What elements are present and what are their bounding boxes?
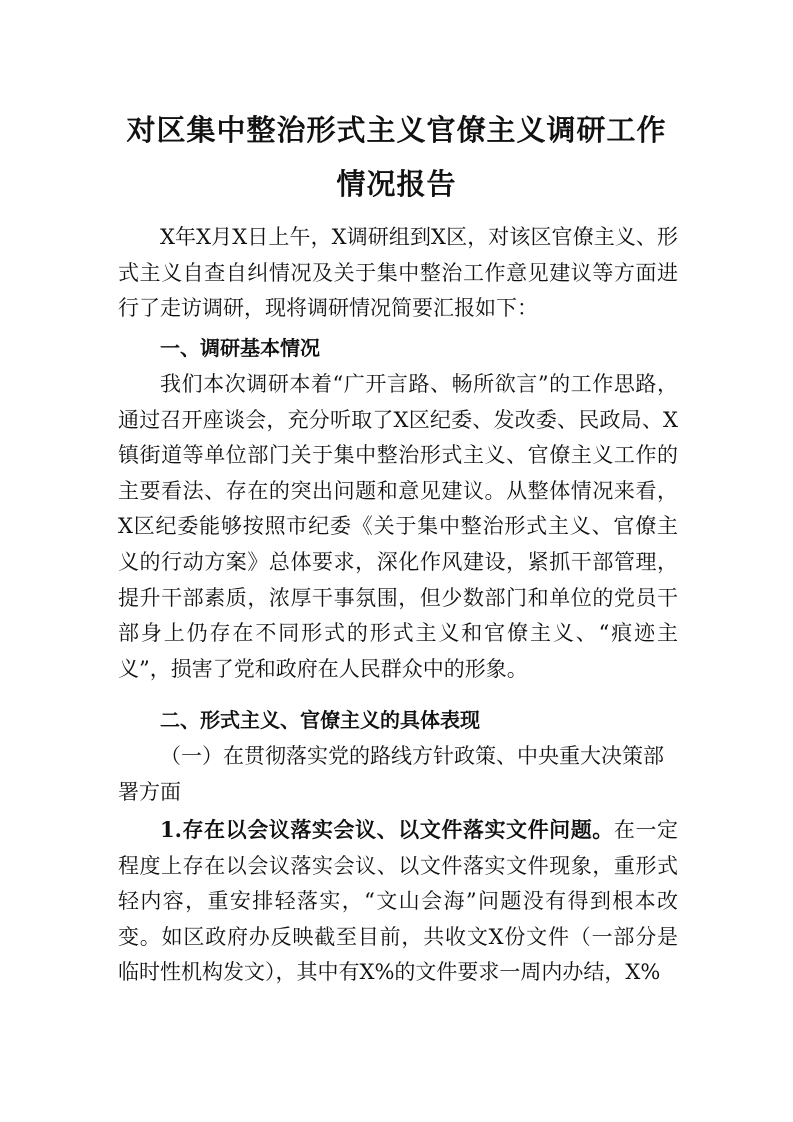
subsection1-heading: （一）在贯彻落实党的路线方针政策、中央重大决策部署方面: [118, 744, 664, 804]
section1-paragraph: 我们本次调研本着“广开言路、畅所欲言”的工作思路，通过召开座谈会，充分听取了X区纪委、发改委、民政局、X镇街道等单位部门关于集中整治形式主义、官僚主义工作的主要看法、存在的突出问题和意见建议。从整体情况来看，X区纪委能够按照市纪委《关于集中整治形式主义、官僚主义的行动方案》总体要求，深化作风建设，紧抓干部管理，提升干部素质，浓厚干事氛围，但少数部门和单位的党员干部身上仍存在不同形式的形式主义和官僚主义、“痕迹主义”，损害了党和政府在人民群众中的形象。: [118, 372, 678, 681]
item1-lead: 1.存在以会议落实会议、以文件落实文件问题。: [160, 817, 614, 842]
item1-paragraph: [118, 812, 678, 991]
item1-text: 在一定程度上存在以会议落实会议、以文件落实文件现象，重形式轻内容，重安排轻落实，“文山会海”问题没有得到根本改变。如区政府办反映截至目前，共收文X份文件（一部分是临时性机构发文），其中有X%的文件要求一周内办结，X%: [118, 818, 679, 985]
document-title-line2: 情况报告: [336, 167, 457, 201]
document-title-line1: 对区集中整治形式主义官僚主义调研工作: [126, 113, 667, 147]
section2-heading: 二、形式主义、官僚主义的具体表现: [160, 708, 480, 732]
section1-heading: 一、调研基本情况: [160, 336, 320, 360]
intro-paragraph: X年X月X日上午，X调研组到X区，对该区官僚主义、形式主义自查自纠情况及关于集中整治工作意见建议等方面进行了走访调研，现将调研情况简要汇报如下：: [118, 225, 678, 321]
